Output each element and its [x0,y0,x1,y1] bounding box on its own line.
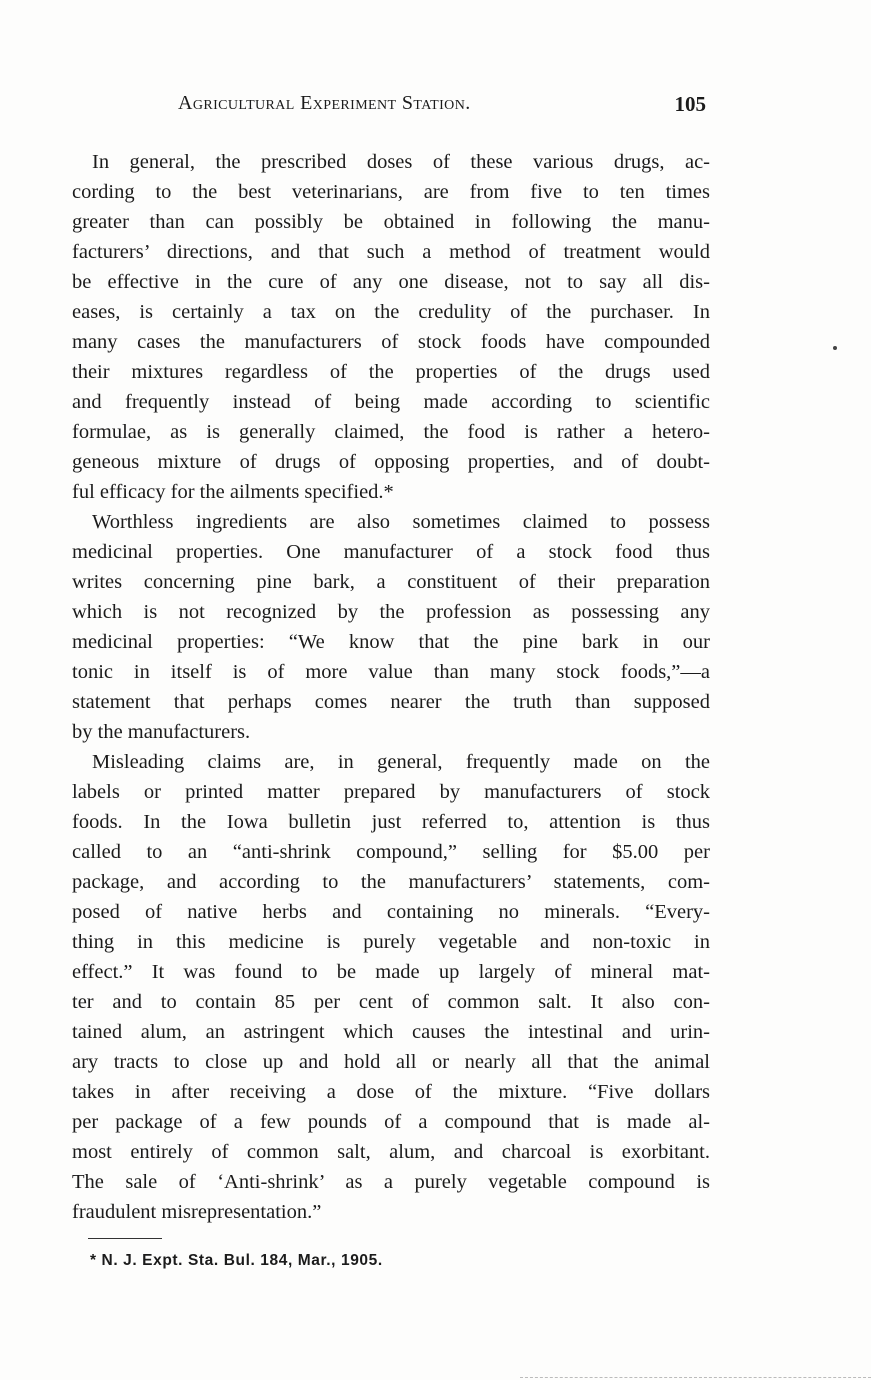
paragraph-1 [72,147,710,507]
text-line: which is not recognized by the profession as possessing any [72,601,710,623]
text-line: and frequently instead of being made according to scientific [72,391,710,413]
text-line: facturers’ directions, and that such a method of treatment would [72,241,710,263]
text-line: tonic in itself is of more value than many stock foods,”—a [72,661,710,683]
text-line: labels or printed matter prepared by manufacturers of stock [72,781,710,803]
paragraph-2 [72,507,710,747]
text-line: eases, is certainly a tax on the credulity of the purchaser. In [72,301,710,323]
margin-speck [833,346,837,350]
text-line: geneous mixture of drugs of opposing properties, and of doubt- [72,451,710,473]
text-line: many cases the manufacturers of stock foods have compounded [72,331,710,353]
text-line: by the manufacturers. [72,721,251,743]
text-line: per package of a few pounds of a compound that is made al- [72,1111,710,1133]
text-line: ary tracts to close up and hold all or nearly all that the animal [72,1051,710,1073]
text-line: medicinal properties. One manufacturer of a stock food thus [72,541,710,563]
text-line: foods. In the Iowa bulletin just referred to, attention is thus [72,811,710,833]
body-text [72,147,710,1227]
text-line: ful efficacy for the ailments specified.* [72,481,394,503]
text-line: called to an “anti-shrink compound,” selling for $5.00 per [72,841,710,863]
text-line: thing in this medicine is purely vegetable and non-toxic in [72,931,710,953]
footnote-rule [88,1238,162,1239]
text-line: takes in after receiving a dose of the mixture. “Five dollars [72,1081,710,1103]
footnote: * N. J. Expt. Sta. Bul. 184, Mar., 1905. [90,1252,383,1269]
text-line: Worthless ingredients are also sometimes claimed to possess [92,511,710,533]
text-line: writes concerning pine bark, a constituent of their preparation [72,571,710,593]
text-line: tained alum, an astringent which causes the intestinal and urin- [72,1021,710,1043]
text-line: The sale of ‘Anti-shrink’ as a purely vegetable compound is [72,1171,710,1193]
text-line: ter and to contain 85 per cent of common salt. It also con- [72,991,710,1013]
text-line: be effective in the cure of any one disease, not to say all dis- [72,271,710,293]
text-line: their mixtures regardless of the properties of the drugs used [72,361,710,383]
running-title: Agricultural Experiment Station. [178,92,471,114]
page-edge-line [520,1377,871,1378]
text-line: most entirely of common salt, alum, and charcoal is exorbitant. [72,1141,710,1163]
text-line: medicinal properties: “We know that the pine bark in our [72,631,710,653]
text-line: greater than can possibly be obtained in following the manu- [72,211,710,233]
text-line: effect.” It was found to be made up largely of mineral mat- [72,961,710,983]
page-number: 105 [674,92,706,116]
text-line: statement that perhaps comes nearer the truth than supposed [72,691,710,713]
text-line: In general, the prescribed doses of these various drugs, ac- [92,151,710,173]
running-head [70,92,710,124]
text-line: Misleading claims are, in general, frequently made on the [92,751,710,773]
text-line: fraudulent misrepresentation.” [72,1201,322,1223]
text-line: cording to the best veterinarians, are from five to ten times [72,181,710,203]
text-line: formulae, as is generally claimed, the food is rather a hetero- [72,421,710,443]
paragraph-3 [72,747,710,1227]
text-line: posed of native herbs and containing no minerals. “Every- [72,901,710,923]
text-line: package, and according to the manufacturers’ statements, com- [72,871,710,893]
